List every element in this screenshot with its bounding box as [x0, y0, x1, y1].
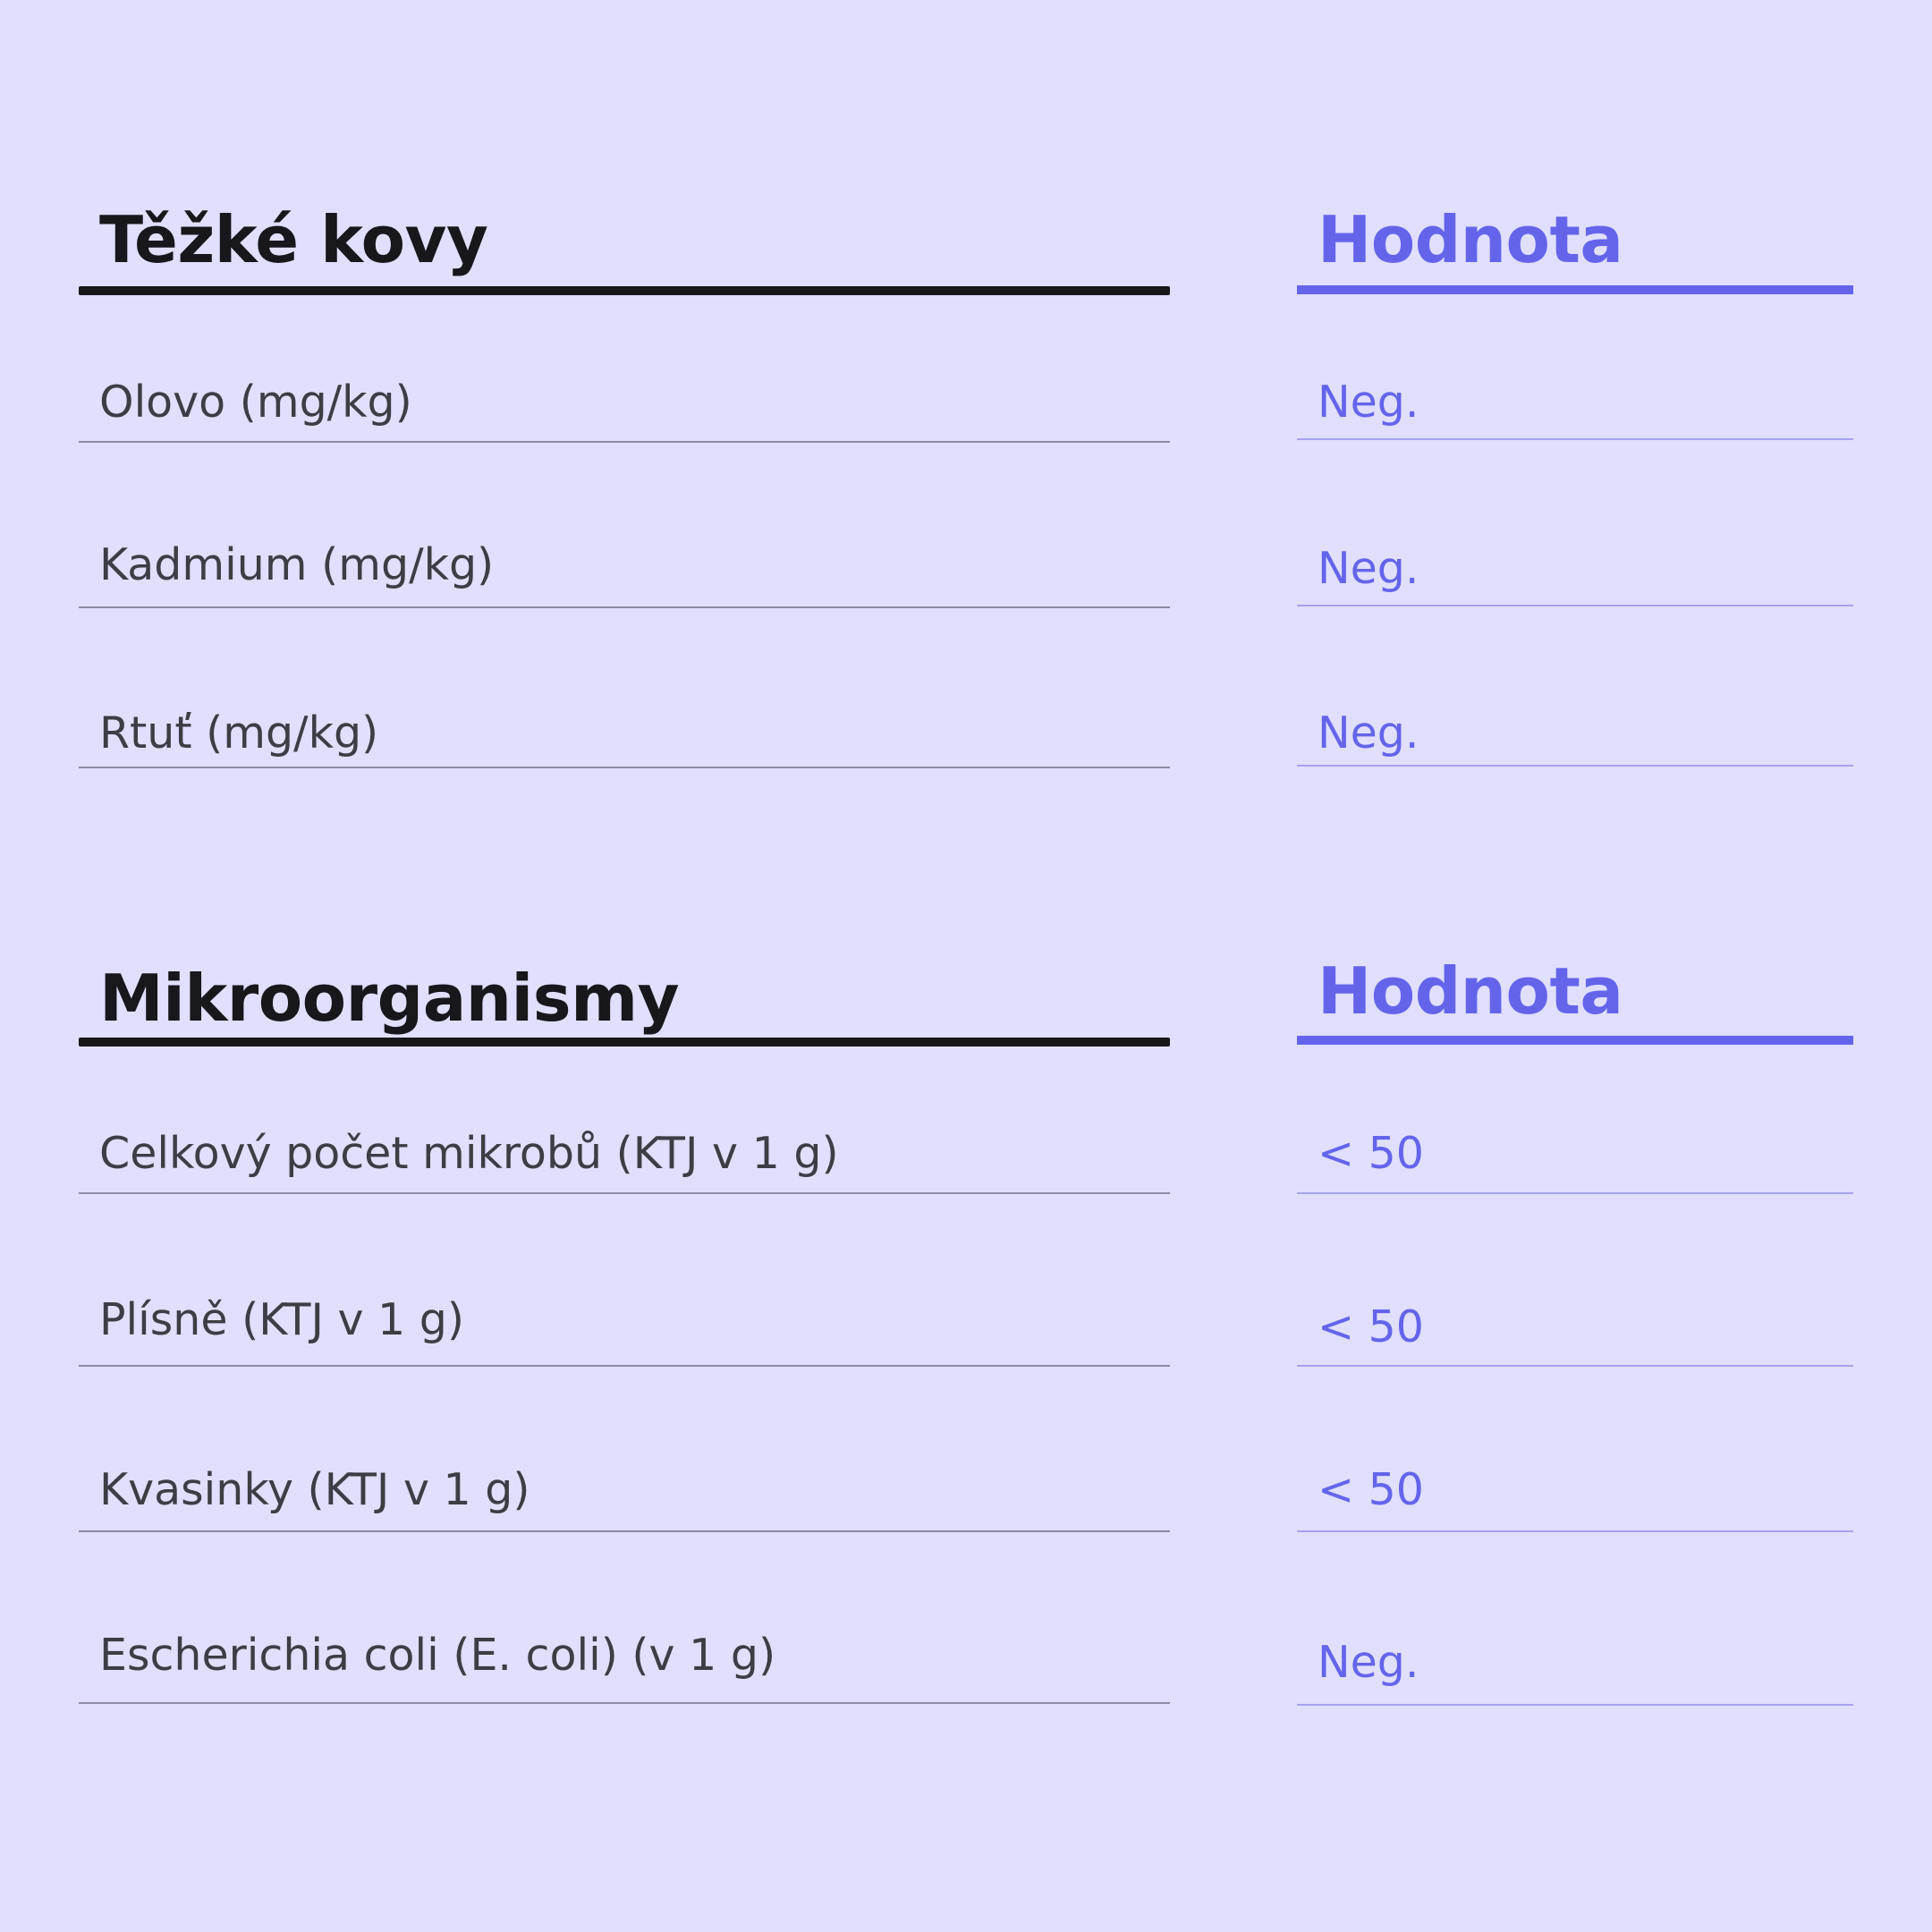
row-divider: [79, 1530, 1170, 1532]
row-divider: [1297, 1365, 1853, 1367]
heavy-metals-title: Těžké kovy: [99, 202, 488, 277]
microorganisms-title: Mikroorganismy: [99, 961, 680, 1036]
row-divider: [1297, 605, 1853, 606]
row-label-yeasts: Kvasinky (KTJ v 1 g): [99, 1464, 530, 1515]
row-label-mercury: Rtuť (mg/kg): [99, 708, 379, 758]
row-value-mercury: Neg.: [1318, 708, 1419, 758]
row-divider: [79, 441, 1170, 443]
row-value-e-coli: Neg.: [1318, 1637, 1419, 1688]
row-divider: [79, 1365, 1170, 1367]
heavy-metals-title-rule: [79, 286, 1170, 295]
heavy-metals-value-header-rule: [1297, 285, 1853, 294]
row-divider: [1297, 1530, 1853, 1532]
row-divider: [1297, 1192, 1853, 1194]
row-divider: [1297, 1704, 1853, 1706]
row-label-molds: Plísně (KTJ v 1 g): [99, 1294, 465, 1345]
row-label-total-microbes: Celkový počet mikrobů (KTJ v 1 g): [99, 1128, 839, 1179]
heavy-metals-value-header: Hodnota: [1318, 202, 1623, 277]
microorganisms-value-header-rule: [1297, 1036, 1853, 1045]
row-divider: [1297, 438, 1853, 440]
row-divider: [79, 1192, 1170, 1194]
row-label-lead: Olovo (mg/kg): [99, 377, 412, 428]
row-value-molds: < 50: [1318, 1301, 1424, 1352]
row-divider: [1297, 765, 1853, 767]
row-label-cadmium: Kadmium (mg/kg): [99, 539, 495, 590]
row-value-yeasts: < 50: [1318, 1464, 1424, 1515]
microorganisms-value-header: Hodnota: [1318, 953, 1623, 1029]
row-value-cadmium: Neg.: [1318, 543, 1419, 594]
row-value-lead: Neg.: [1318, 377, 1419, 428]
row-value-total-microbes: < 50: [1318, 1128, 1424, 1179]
row-label-e-coli: Escherichia coli (E. coli) (v 1 g): [99, 1630, 776, 1681]
row-divider: [79, 767, 1170, 768]
row-divider: [79, 606, 1170, 608]
row-divider: [79, 1702, 1170, 1704]
microorganisms-title-rule: [79, 1038, 1170, 1046]
